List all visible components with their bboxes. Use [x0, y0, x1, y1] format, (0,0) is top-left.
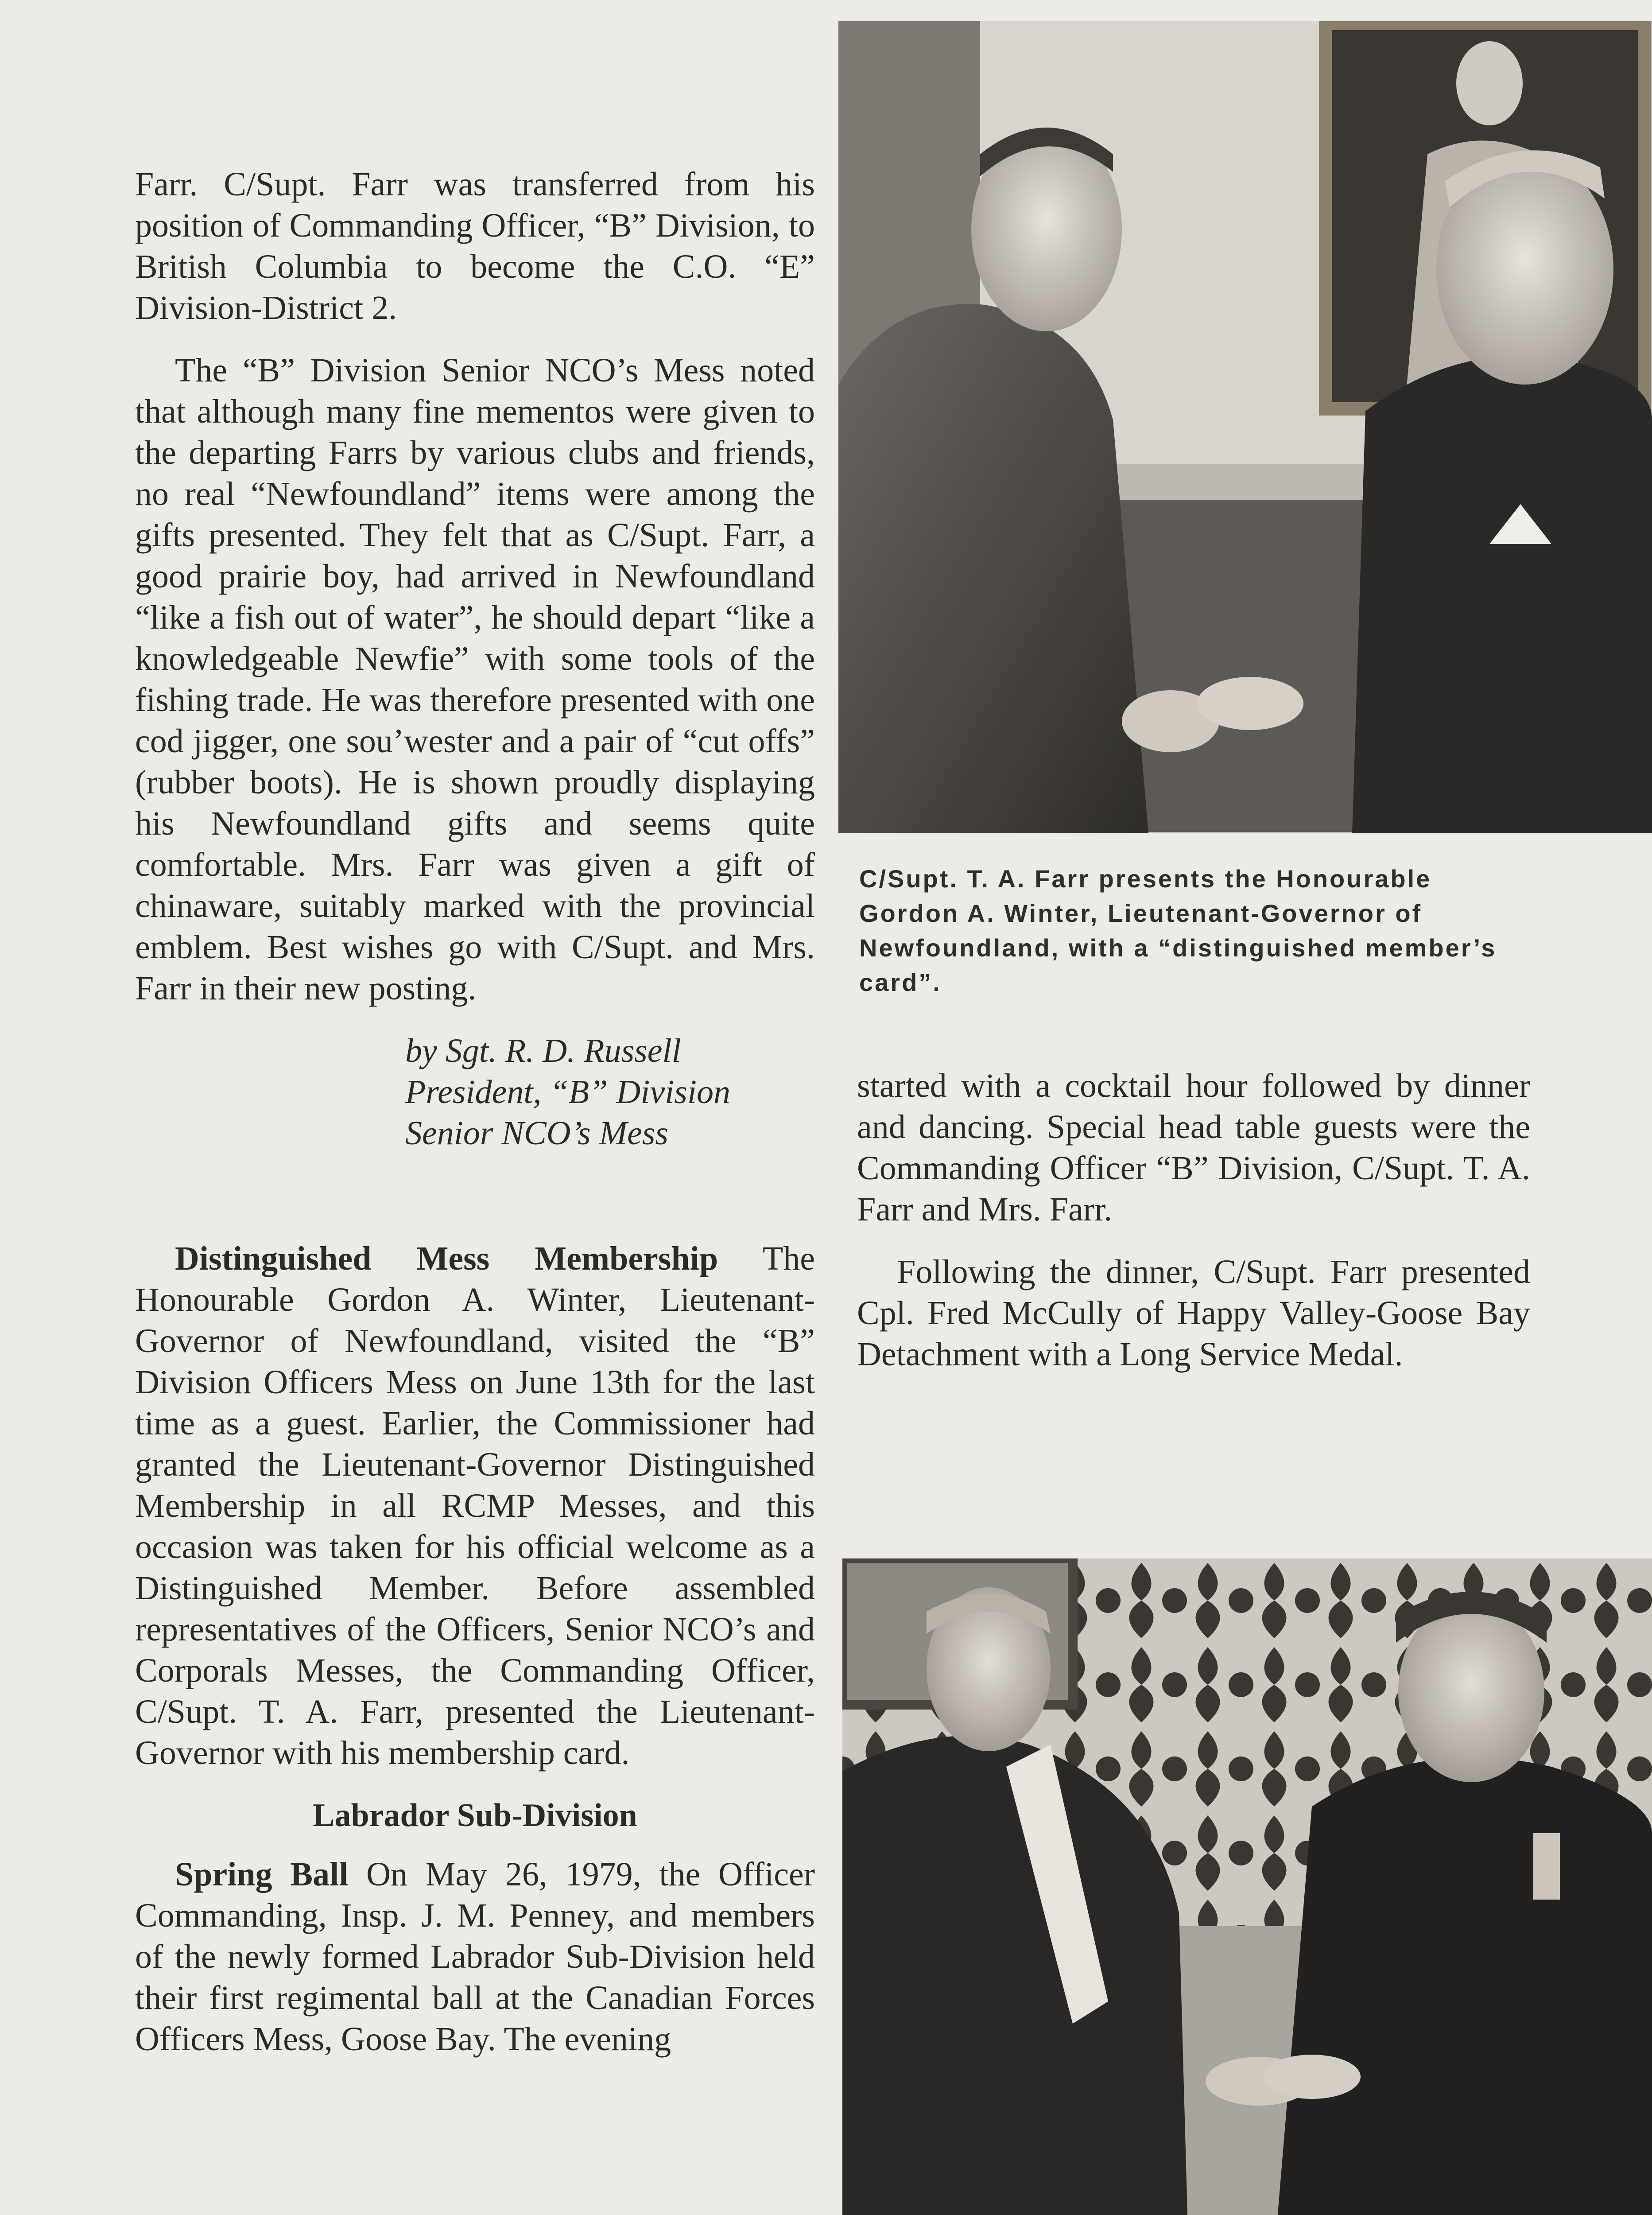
paragraph-distinguished-membership — [135, 1238, 815, 1774]
byline: by Sgt. R. D. Russell President, “B” Division Senior NCO’s Mess — [405, 1032, 730, 1152]
photo-long-service-medal — [842, 1558, 1652, 2215]
paragraph-long-service-medal: Following the dinner, C/Supt. Farr presented Cpl. Fred McCully of Happy Valley-Goose Bay Detachment with a Long Service Medal. — [857, 1253, 1530, 1373]
paragraph-spring-ball-text: On May 26, 1979, the Officer Commanding, Insp. J. M. Penney, and members of the newly formed Labrador Sub-Division held their first regimental ball at the Canadian Forces Officers Mess, Goose Bay. The evening — [135, 1856, 815, 2058]
paragraph-spring-ball-continued: started with a cocktail hour followed by dinner and dancing. Special head table guests were the Commanding Officer “B” Division, C/Supt. T. A. Farr and Mrs. Farr. — [857, 1067, 1530, 1228]
run-in-heading-spring-ball: Spring Ball — [175, 1856, 349, 1893]
paragraph-nco-mess-gifts: The “B” Division Senior NCO’s Mess noted that although many fine mementos were given to the departing Farrs by various clubs and friends, no real “Newfoundland” items were among the gifts presented. They felt that as C/Supt. Farr, a good prairie boy, had arrived in Newfoundland “like a fish out of water”, he should depart “like a knowledgeable Newfie” with some tools of the fishing trade. He was therefore presented with one cod jigger, one sou’wester and a pair of “cut offs” (rubber boots). He is shown proudly displaying his Newfoundland gifts and seems quite comfortable. Mrs. Farr was given a gift of chinaware, suitably marked with the provincial emblem. Best wishes go with C/Supt. and Mrs. Farr in their new posting. — [135, 352, 815, 1007]
photo-1-image — [838, 21, 1652, 833]
paragraph-spring-ball — [135, 1854, 815, 2060]
section-heading-labrador: Labrador Sub-Division — [313, 1797, 637, 1834]
photo-2-image — [842, 1558, 1652, 2215]
right-column — [857, 1065, 1530, 1375]
caption-photo-1: C/Supt. T. A. Farr presents the Honourable Gordon A. Winter, Lieutenant-Governor of Newfoundland, with a “distinguished member’s card”. — [859, 865, 1497, 996]
photo-lieutenant-governor-card — [838, 21, 1652, 833]
paragraph-farr-transfer: Farr. C/Supt. Farr was transferred from his position of Commanding Officer, “B” Division, to British Columbia to become the C.O. “E” Division-District 2. — [135, 166, 815, 326]
left-column — [135, 164, 815, 2060]
run-in-heading-distinguished: Distinguished Mess Membership — [175, 1240, 718, 1277]
paragraph-distinguished-text: The Honourable Gordon A. Winter, Lieutenant-Governor of Newfoundland, visited the “B” Division Officers Mess on June 13th for the last time as a guest. Earlier, the Commissioner had granted the Lieutenant-Governor Distinguished Membership in all RCMP Messes, and this occasion was taken for his official welcome as a Distinguished Member. Before assembled representatives of the Officers, Senior NCO’s and Corporals Messes, the Commanding Officer, C/Supt. T. A. Farr, presented the Lieutenant-Governor with his membership card. — [135, 1240, 815, 1772]
